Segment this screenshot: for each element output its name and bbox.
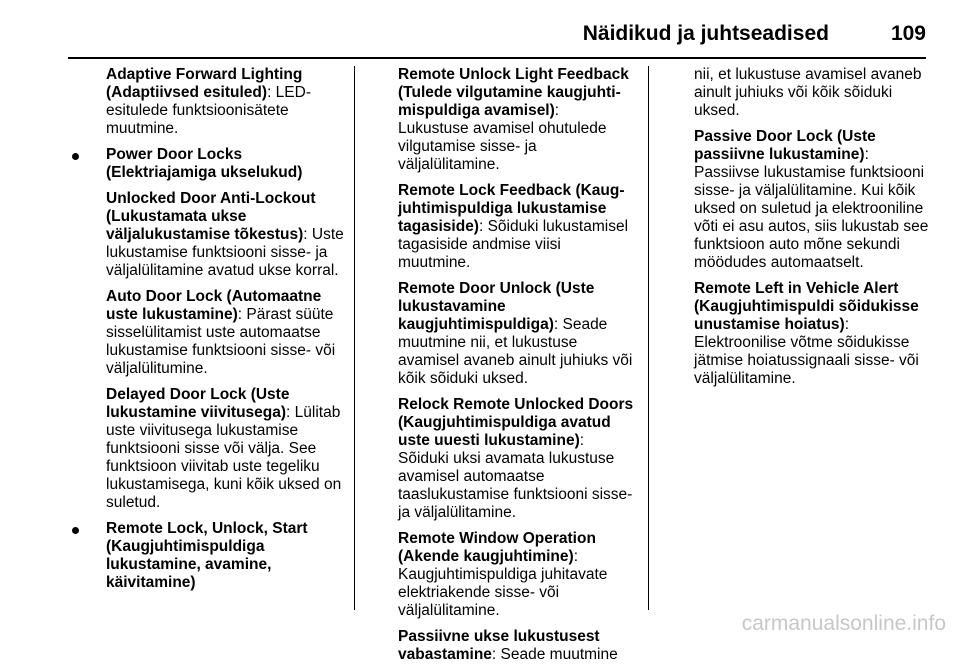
text-column-1: [68, 66, 344, 600]
setting-description: : Pärast süüte sisselülitamist uste automaatse lukustamise funktsiooni sisse- või väljalülitumine.: [106, 306, 336, 377]
setting-description: : Sõiduki lukustamisel tagasiside andmise viisi muutmine.: [398, 218, 629, 271]
text-column-2: [398, 66, 634, 672]
setting-term: Remote Window Operation (Akende kaugjuhtimine): [398, 530, 596, 565]
setting-description: : Passiivse lukustamise funktsiooni sisse- ja väljalülitamine. Kui kõik uksed on suletud ja elektrooniline võti ei asu autos, siis lukustab see funktsioon auto mõne sekundi möödudes automaatselt.: [694, 146, 929, 271]
setting-description: : LED-esitulede funktsioonisätete muutmine.: [106, 84, 311, 137]
paragraph: [68, 288, 344, 378]
section-title: Näidikud ja juhtseadised: [582, 22, 829, 45]
bullet-icon: [72, 527, 79, 534]
setting-term: Remote Door Unlock (Uste lukustavamine kaugjuhtimispuldiga): [398, 280, 595, 333]
bullet-item: [68, 146, 344, 182]
paragraph: [398, 182, 634, 272]
bullet-icon: [72, 153, 79, 160]
setting-description: : Seade muutmine nii, et lukustuse avamisel avaneb ainult juhiuks või kõik sõiduki uksed.: [398, 316, 633, 387]
setting-term: Remote Lock, Unlock, Start (Kaugjuhtimispuldiga lukustamine, avamine, käivitamine): [106, 520, 308, 591]
paragraph: [68, 66, 344, 138]
page-header: [583, 22, 926, 46]
header-rule: [68, 57, 926, 59]
paragraph: [398, 66, 634, 174]
setting-term: Remote Unlock Light Feedback (Tulede vilgutamine kaugjuhtimispuldiga avamisel): [398, 66, 629, 119]
setting-term: Remote Left in Vehicle Alert (Kaugjuhtimispuldi sõidukisse unustamise hoiatus): [694, 280, 919, 333]
setting-description: : Sõiduki uksi avamata lukustuse avamisel automaatse taaslukustamise funktsiooni sisse- ja väljalülitamine.: [398, 432, 633, 521]
setting-description: : Lülitab uste viivitusega lukustamise funktsiooni sisse või välja. See funktsioon viivitab uste tegeliku lukustamisega, kuni kõik uksed on suletud.: [106, 404, 342, 511]
paragraph: [68, 386, 344, 512]
bullet-item: [68, 520, 344, 592]
setting-description: : Uste lukustamise funktsiooni sisse- ja väljalülitamine avatud ukse korral.: [106, 226, 344, 279]
paragraph: [398, 396, 634, 522]
text-column-3: [694, 66, 930, 396]
paragraph: [694, 128, 930, 272]
paragraph: [694, 280, 930, 388]
column-divider: [648, 66, 649, 610]
setting-description: : Elektroonilise võtme sõidukisse jätmise hoiatussignaali sisse- või väljalülitamine.: [694, 316, 919, 387]
setting-term: Delayed Door Lock (Uste lukustamine viivitusega): [106, 386, 290, 421]
paragraph: [398, 628, 634, 664]
setting-term: Passive Door Lock (Uste passiivne lukustamine): [694, 128, 876, 163]
setting-term: Unlocked Door Anti-Lockout (Lukustamata ukse väljalukustamise tõkestus): [106, 190, 316, 243]
setting-term: Adaptive Forward Lighting (Adaptiivsed esituled): [106, 66, 303, 101]
setting-term: Auto Door Lock (Automaatne uste lukustamine): [106, 288, 322, 323]
page-number: 109: [890, 22, 926, 45]
paragraph: [694, 66, 930, 120]
paragraph: [398, 280, 634, 388]
setting-term: Remote Lock Feedback (Kaugjuhtimispuldiga lukustamise tagasiside): [398, 182, 625, 235]
setting-term: Power Door Locks (Elektriajamiga ukselukud): [106, 146, 303, 181]
watermark: carmanualsonline.info: [741, 612, 946, 635]
paragraph: [68, 190, 344, 280]
setting-description: : Kaugjuhtimispuldiga juhitavate elektriakende sisse- või väljalülitamine.: [398, 548, 608, 619]
setting-description: nii, et lukustuse avamisel avaneb ainult juhiuks või kõik sõiduki uksed.: [694, 66, 922, 119]
column-divider: [354, 66, 355, 610]
paragraph: [398, 530, 634, 620]
setting-description: : Lukustuse avamisel ohutulede vilgutamise sisse- ja väljalülitamine.: [398, 102, 607, 173]
setting-term: Relock Remote Unlocked Doors (Kaugjuhtimispuldiga avatud uste uuesti lukustamine): [398, 396, 634, 449]
setting-term: Passiivne ukse lukustusest vabastamine: [398, 628, 600, 663]
setting-description: : Seade muutmine: [491, 646, 618, 663]
